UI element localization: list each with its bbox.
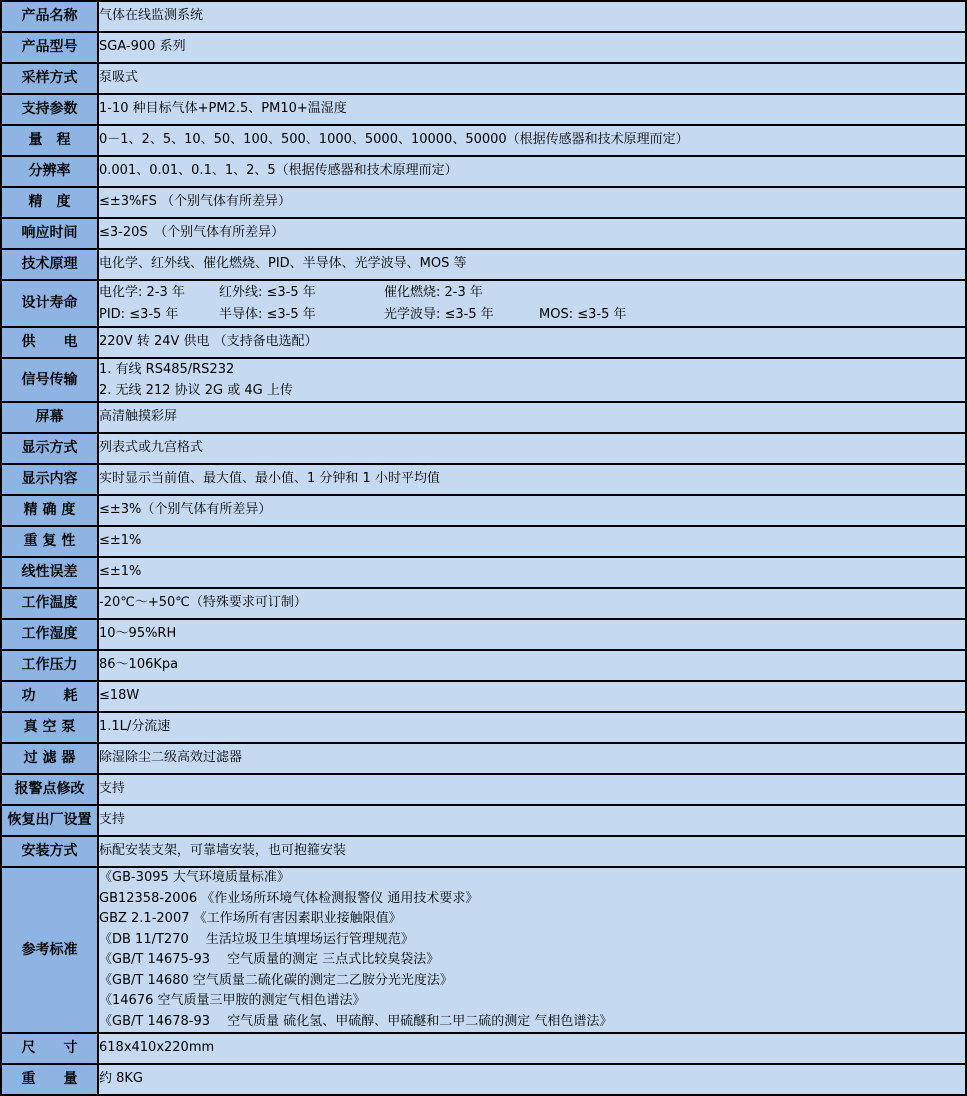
spec-label: 线性误差 xyxy=(1,557,98,588)
spec-value: 86～106Kpa xyxy=(98,650,966,681)
spec-label: 功 耗 xyxy=(1,681,98,712)
spec-value: 电化学、红外线、催化燃烧、PID、半导体、光学波导、MOS 等 xyxy=(98,249,966,280)
spec-label: 屏幕 xyxy=(1,402,98,433)
spec-value: 高清触摸彩屏 xyxy=(98,402,966,433)
spec-value: 618x410x220mm xyxy=(98,1033,966,1064)
spec-row-repeatability xyxy=(1,526,966,557)
reference-standard: 《GB/T 14680 空气质量二硫化碳的测定二乙胺分光光度法》 xyxy=(99,972,453,988)
spec-value: SGA-900 系列 xyxy=(98,32,966,63)
spec-row-operating-humidity xyxy=(1,619,966,650)
signal-line: 2. 无线 212 协议 2G 或 4G 上传 xyxy=(99,383,293,398)
spec-value: 0.001、0.01、0.1、1、2、5（根据传感器和技术原理而定） xyxy=(98,156,966,187)
spec-value: 除湿除尘二级高效过滤器 xyxy=(98,743,966,774)
spec-value: 10～95%RH xyxy=(98,619,966,650)
spec-value: 列表式或九宫格式 xyxy=(98,433,966,464)
spec-row-parameters xyxy=(1,94,966,125)
design-life-cell: 催化燃烧: 2-3 年 xyxy=(384,284,483,300)
spec-row-linearity-error xyxy=(1,557,966,588)
spec-label: 显示内容 xyxy=(1,464,98,495)
spec-value: 支持 xyxy=(98,805,966,836)
reference-standard: 《DB 11/T270 生活垃圾卫生填埋场运行管理规范》 xyxy=(99,931,414,947)
spec-label: 报警点修改 xyxy=(1,774,98,805)
spec-row-display-mode xyxy=(1,433,966,464)
design-life-cell: 红外线: ≤3-5 年 xyxy=(219,284,316,300)
spec-label: 精 度 xyxy=(1,187,98,218)
spec-row-range xyxy=(1,125,966,156)
design-life-line2 xyxy=(99,304,965,326)
reference-standard: 《GB/T 14678-93 空气质量 硫化氢、甲硫醇、甲硫醚和二甲二硫的测定 气相色谱法》 xyxy=(99,1013,613,1029)
spec-value: ≤±1% xyxy=(98,557,966,588)
spec-label: 量 程 xyxy=(1,125,98,156)
spec-label: 支持参数 xyxy=(1,94,98,125)
spec-label: 重 量 xyxy=(1,1064,98,1095)
spec-row-resolution xyxy=(1,156,966,187)
spec-row-reference-standards xyxy=(1,867,966,1033)
spec-label: 参考标准 xyxy=(1,867,98,1033)
spec-value: ≤3-20S （个别气体有所差异） xyxy=(98,218,966,249)
spec-row-display-content xyxy=(1,464,966,495)
spec-label: 信号传输 xyxy=(1,358,98,402)
design-life-cell: 光学波导: ≤3-5 年 xyxy=(384,306,494,322)
spec-label: 精 确 度 xyxy=(1,495,98,526)
spec-value: ≤±1% xyxy=(98,526,966,557)
design-life-cell: MOS: ≤3-5 年 xyxy=(539,306,627,322)
spec-row-operating-pressure xyxy=(1,650,966,681)
spec-label: 真 空 泵 xyxy=(1,712,98,743)
spec-label: 响应时间 xyxy=(1,218,98,249)
spec-row-signal-transmission xyxy=(1,358,966,402)
spec-label: 工作压力 xyxy=(1,650,98,681)
spec-value: ≤±3%FS （个别气体有所差异） xyxy=(98,187,966,218)
spec-label: 产品型号 xyxy=(1,32,98,63)
spec-row-model xyxy=(1,32,966,63)
reference-standard: 《14676 空气质量三甲胺的测定气相色谱法》 xyxy=(99,993,366,1008)
spec-label: 分辨率 xyxy=(1,156,98,187)
spec-row-precision xyxy=(1,187,966,218)
spec-value: ≤±3%（个别气体有所差异） xyxy=(98,495,966,526)
spec-value: 1-10 种目标气体+PM2.5、PM10+温湿度 xyxy=(98,94,966,125)
spec-row-alarm-point xyxy=(1,774,966,805)
reference-standard: GBZ 2.1-2007 《工作场所有害因素职业接触限值》 xyxy=(99,911,402,926)
spec-row-factory-reset xyxy=(1,805,966,836)
spec-label: 工作温度 xyxy=(1,588,98,619)
spec-value: 0－1、2、5、10、50、100、500、1000、5000、10000、50000（根据传感器和技术原理而定） xyxy=(98,125,966,156)
design-life-cell xyxy=(539,282,965,304)
spec-value xyxy=(98,867,966,1033)
spec-value: 约 8KG xyxy=(98,1064,966,1095)
spec-row-design-life xyxy=(1,280,966,327)
design-life-cell: 电化学: 2-3 年 xyxy=(99,284,185,300)
spec-value xyxy=(98,280,966,327)
spec-value: 泵吸式 xyxy=(98,63,966,94)
spec-row-weight xyxy=(1,1064,966,1095)
spec-label: 采样方式 xyxy=(1,63,98,94)
spec-value: ≤18W xyxy=(98,681,966,712)
spec-label: 过 滤 器 xyxy=(1,743,98,774)
spec-value: -20℃～+50℃（特殊要求可订制） xyxy=(98,588,966,619)
spec-row-installation xyxy=(1,836,966,867)
reference-standard: 《GB/T 14675-93 空气质量的测定 三点式比较臭袋法》 xyxy=(99,952,440,967)
spec-label: 产品名称 xyxy=(1,1,98,32)
spec-label: 设计寿命 xyxy=(1,280,98,327)
spec-row-filter xyxy=(1,743,966,774)
spec-value: 实时显示当前值、最大值、最小值、1 分钟和 1 小时平均值 xyxy=(98,464,966,495)
spec-label: 重 复 性 xyxy=(1,526,98,557)
spec-row-operating-temperature xyxy=(1,588,966,619)
spec-label: 安装方式 xyxy=(1,836,98,867)
spec-row-screen xyxy=(1,402,966,433)
spec-row-power-supply xyxy=(1,327,966,358)
spec-value xyxy=(98,358,966,402)
spec-row-response-time xyxy=(1,218,966,249)
spec-label: 恢复出厂设置 xyxy=(1,805,98,836)
spec-label: 工作湿度 xyxy=(1,619,98,650)
spec-row-technology xyxy=(1,249,966,280)
spec-value: 气体在线监测系统 xyxy=(98,1,966,32)
spec-label: 尺 寸 xyxy=(1,1033,98,1064)
spec-row-power-consumption xyxy=(1,681,966,712)
reference-standard: 《GB-3095 大气环境质量标准》 xyxy=(99,870,290,885)
spec-value: 220V 转 24V 供电 （支持备电选配） xyxy=(98,327,966,358)
spec-row-product-name xyxy=(1,1,966,32)
spec-value: 标配安装支架，可靠墙安装，也可抱箍安装 xyxy=(98,836,966,867)
spec-label: 技术原理 xyxy=(1,249,98,280)
spec-row-vacuum-pump xyxy=(1,712,966,743)
spec-value: 支持 xyxy=(98,774,966,805)
design-life-line1 xyxy=(99,282,965,304)
spec-value: 1.1L/分流速 xyxy=(98,712,966,743)
design-life-cell: PID: ≤3-5 年 xyxy=(99,306,179,322)
signal-line: 1. 有线 RS485/RS232 xyxy=(99,362,235,377)
spec-row-dimensions xyxy=(1,1033,966,1064)
spec-label: 显示方式 xyxy=(1,433,98,464)
spec-row-accuracy xyxy=(1,495,966,526)
reference-standard: GB12358-2006 《作业场所环境气体检测报警仪 通用技术要求》 xyxy=(99,890,479,906)
design-life-cell: 半导体: ≤3-5 年 xyxy=(219,306,316,322)
spec-row-sampling xyxy=(1,63,966,94)
spec-label: 供 电 xyxy=(1,327,98,358)
